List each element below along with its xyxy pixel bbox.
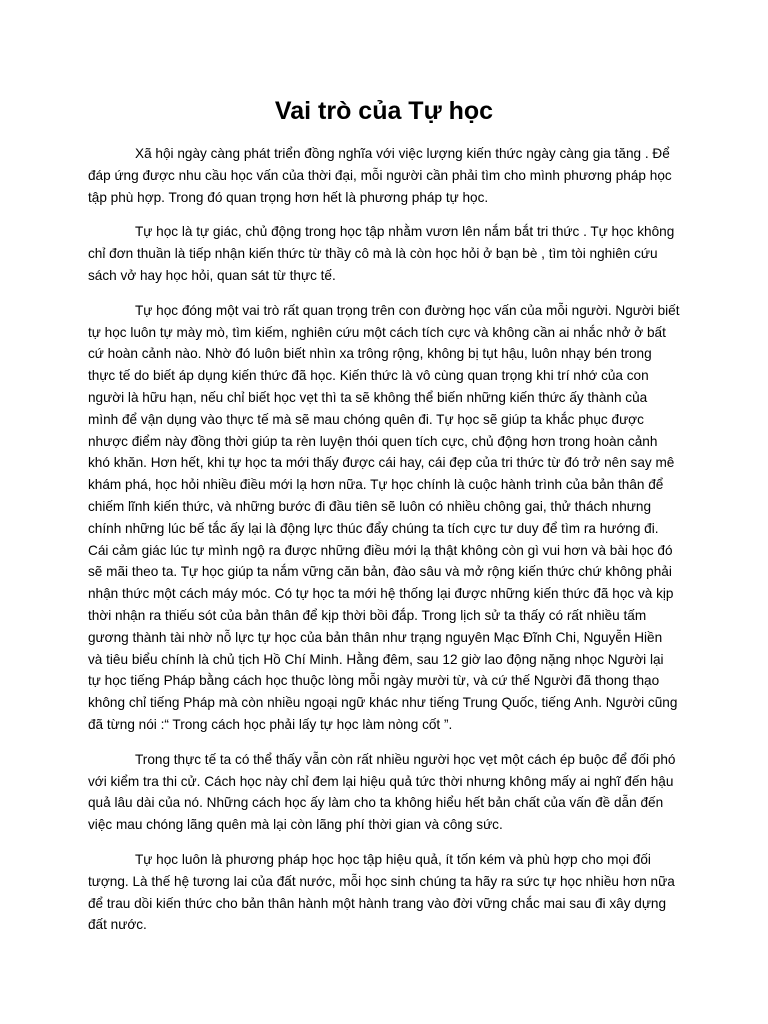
paragraph-role: Tự học đóng một vai trò rất quan trọng trên con đường học vấn của mỗi người. Người biết tự học luôn tự mày mò, tìm kiếm, nghiên cứu một cách tích cực và không cần ai nhắc nhở ở bất cứ hoàn cảnh nào. Nhờ đó luôn biết nhìn xa trông rộng, không bị tụt hậu, luôn nhạy bén trong thực tế do biết áp dụng kiến thức đã học. Kiến thức là vô cùng quan trọng khi trí nhớ của con người là hữu hạn, nếu chỉ biết học vẹt thì ta sẽ không thể biến những kiến thức ấy thành của mình để vận dụng vào thực tế mà sẽ mau chóng quên đi. Tự học sẽ giúp ta khắc phục được nhược điểm này đồng thời giúp ta rèn luyện thói quen tích cực, chủ động hơn trong hoàn cảnh khó khăn. Hơn hết, khi tự học ta mới thấy được cái hay, cái đẹp của tri thức từ đó trở nên say mê khám phá, học hỏi nhiều điều mới lạ hơn nữa. Tự học chính là cuộc hành trình của bản thân để chiếm lĩnh kiến thức, và những bước đi đầu tiên sẽ luôn có nhiều chông gai, thử thách nhưng chính những lúc bế tắc ấy lại là động lực thúc đẩy chúng ta tích cực tư duy để tìm ra hướng đi. Cái cảm giác lúc tự mình ngộ ra được những điều mới lạ thật không còn gì vui hơn và bài học đó sẽ mãi theo ta. Tự học giúp ta nắm vững căn bản, đào sâu và mở rộng kiến thức chứ không phải nhận thức một cách máy móc. Có tự học ta mới hệ thống lại được những kiến thức đã học và kịp thời nhận ra thiếu sót của bản thân để kịp thời bồi đắp. Trong lịch sử ta thấy có rất nhiều tấm gương thành tài nhờ nỗ lực tự học của bản thân như trạng nguyên Mạc Đĩnh Chi, Nguyễn Hiền và tiêu biểu chính là chủ tịch Hồ Chí Minh. Hằng đêm, sau 12 giờ lao động nặng nhọc Người lại tự học tiếng Pháp bằng cách học thuộc lòng mỗi ngày mười từ, và cứ thế Người đã thong thạo không chỉ tiếng Pháp mà còn nhiều ngoại ngữ khác như tiếng Trung Quốc, tiếng Anh. Người cũng đã từng nói :“ Trong cách học phải lấy tự học làm nòng cốt ”. [88, 302, 680, 732]
document-page [88, 0, 680, 949]
paragraph-definition: Tự học là tự giác, chủ động trong học tập nhằm vươn lên nắm bắt tri thức . Tự học không chỉ đơn thuần là tiếp nhận kiến thức từ thầy cô mà là còn học hỏi ở bạn bè , tìm tòi nghiên cứu sách vở hay học hỏi, quan sát từ thực tế. [88, 224, 675, 283]
paragraph-conclusion: Tự học luôn là phương pháp học học tập hiệu quả, ít tốn kém và phù hợp cho mọi đối tượng. Là thế hệ tương lai của đất nước, mỗi học sinh chúng ta hãy ra sức tự học nhiều hơn nữa để trau dồi kiến thức cho bản thân hành một hành trang vào đời vững chắc mai sau đi xây dựng đất nước. [88, 851, 675, 933]
document-body [88, 143, 680, 936]
document-title: Vai trò của Tự học [274, 97, 494, 125]
paragraph-reality: Trong thực tế ta có thể thấy vẫn còn rất nhiều người học vẹt một cách ép buộc để đối phó với kiểm tra thi cử. Cách học này chỉ đem lại hiệu quả tức thời nhưng không mấy ai nghĩ đến hậu quả lâu dài của nó. Những cách học ấy làm cho ta không hiểu hết bản chất của vấn đề dẫn đến việc mau chóng lãng quên mà lại còn lãng phí thời gian và công sức. [88, 751, 676, 833]
paragraph-intro: Xã hội ngày càng phát triển đồng nghĩa với việc lượng kiến thức ngày càng gia tăng . Để đáp ứng được nhu cầu học vấn của thời đại, mỗi người cần phải tìm cho mình phương pháp học tập phù hợp. Trong đó quan trọng hơn hết là phương pháp tự học. [88, 146, 672, 205]
